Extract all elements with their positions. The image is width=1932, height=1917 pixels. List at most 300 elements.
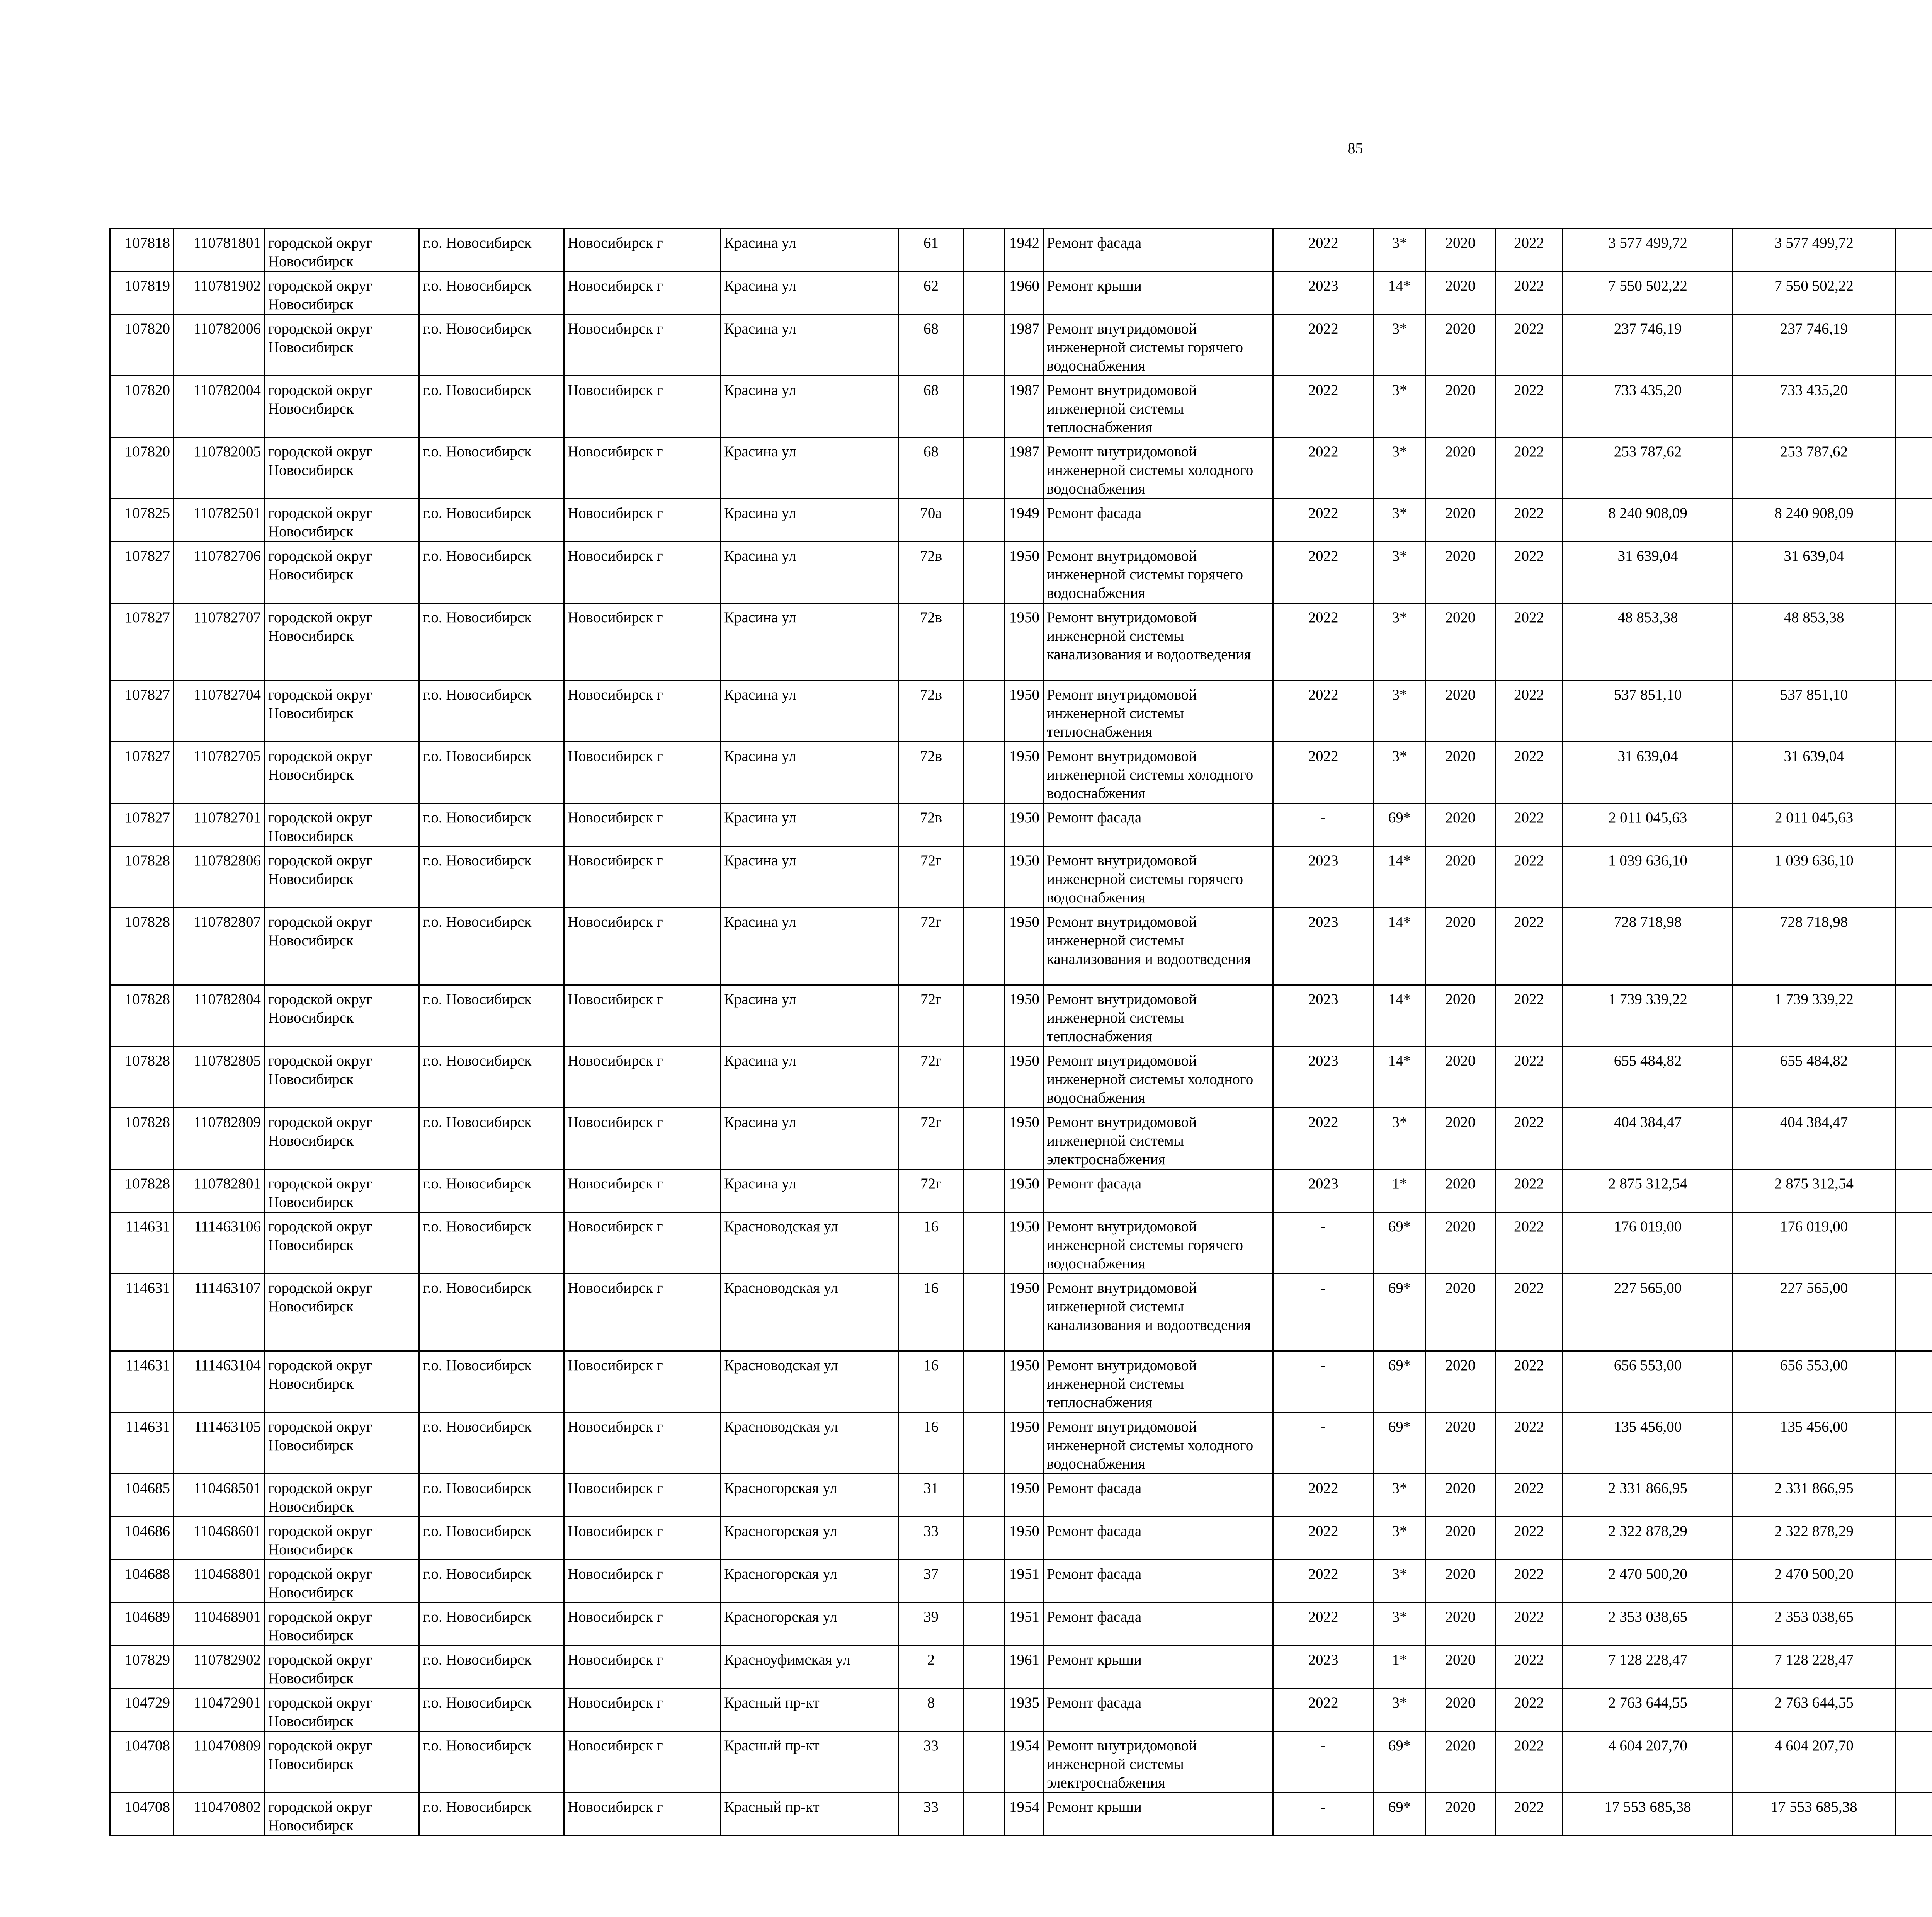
cell-work-id: 110782501 — [174, 499, 265, 542]
cell-municipality: городской округ Новосибирск — [265, 1517, 419, 1560]
cell-fund-cost: 2 353 038,65 — [1733, 1603, 1895, 1646]
cell-work-type: Ремонт внутридомовой инженерной системы холодного водоснабжения — [1043, 438, 1273, 499]
cell-street: Красноводская ул — [721, 1413, 898, 1474]
cell-house-id: 107827 — [110, 804, 174, 846]
cell-fund-cost: 176 019,00 — [1733, 1212, 1895, 1274]
cell-street: Красина ул — [721, 376, 898, 438]
cell-work-id: 110468501 — [174, 1474, 265, 1517]
cell-work-id: 110472901 — [174, 1689, 265, 1731]
cell-street: Красина ул — [721, 1170, 898, 1212]
cell-house-id: 114631 — [110, 1413, 174, 1474]
cell-house-id: 114631 — [110, 1274, 174, 1351]
cell-start-year: 2020 — [1426, 1274, 1495, 1351]
cell-fund-cost: 135 456,00 — [1733, 1413, 1895, 1474]
cell-district: г.о. Новосибирск — [419, 1646, 564, 1689]
cell-budget-federal — [1895, 1108, 1932, 1170]
cell-district: г.о. Новосибирск — [419, 1351, 564, 1413]
table-row — [110, 908, 1932, 985]
cell-reason-code: 14* — [1374, 985, 1426, 1047]
cell-street: Красноводская ул — [721, 1351, 898, 1413]
cell-total-cost: 135 456,00 — [1563, 1413, 1733, 1474]
cell-district: г.о. Новосибирск — [419, 376, 564, 438]
table-row — [110, 742, 1932, 804]
cell-total-cost: 2 353 038,65 — [1563, 1603, 1733, 1646]
cell-work-type: Ремонт фасада — [1043, 229, 1273, 272]
cell-fund-cost: 3 577 499,72 — [1733, 229, 1895, 272]
cell-build-year: 1950 — [1005, 1108, 1043, 1170]
cell-district: г.о. Новосибирск — [419, 742, 564, 804]
cell-locality: Новосибирск г — [564, 1603, 721, 1646]
cell-total-cost: 31 639,04 — [1563, 742, 1733, 804]
cell-district: г.о. Новосибирск — [419, 908, 564, 985]
cell-district: г.о. Новосибирск — [419, 438, 564, 499]
cell-street: Красина ул — [721, 681, 898, 742]
cell-street: Красный пр-кт — [721, 1689, 898, 1731]
cell-fund-cost: 4 604 207,70 — [1733, 1731, 1895, 1793]
cell-fund-cost: 537 851,10 — [1733, 681, 1895, 742]
cell-locality: Новосибирск г — [564, 1108, 721, 1170]
table-row — [110, 1603, 1932, 1646]
cell-end-year: 2022 — [1495, 315, 1563, 376]
cell-street: Красина ул — [721, 272, 898, 315]
cell-plan-year: 2023 — [1273, 1047, 1374, 1108]
table-row — [110, 1560, 1932, 1603]
cell-end-year: 2022 — [1495, 1274, 1563, 1351]
cell-build-year: 1950 — [1005, 1274, 1043, 1351]
cell-total-cost: 733 435,20 — [1563, 376, 1733, 438]
cell-end-year: 2022 — [1495, 272, 1563, 315]
cell-build-year: 1950 — [1005, 804, 1043, 846]
cell-building — [964, 681, 1005, 742]
cell-start-year: 2020 — [1426, 1731, 1495, 1793]
table-row — [110, 846, 1932, 908]
repair-program-table — [109, 228, 1932, 1836]
cell-district: г.о. Новосибирск — [419, 1731, 564, 1793]
cell-build-year: 1954 — [1005, 1793, 1043, 1836]
cell-fund-cost: 7 550 502,22 — [1733, 272, 1895, 315]
cell-start-year: 2020 — [1426, 1646, 1495, 1689]
cell-work-type: Ремонт внутридомовой инженерной системы канализования и водоотведения — [1043, 908, 1273, 985]
cell-municipality: городской округ Новосибирск — [265, 315, 419, 376]
table-row — [110, 1413, 1932, 1474]
cell-total-cost: 17 553 685,38 — [1563, 1793, 1733, 1836]
cell-end-year: 2022 — [1495, 1047, 1563, 1108]
cell-work-id: 110782807 — [174, 908, 265, 985]
cell-end-year: 2022 — [1495, 499, 1563, 542]
cell-reason-code: 3* — [1374, 229, 1426, 272]
cell-end-year: 2022 — [1495, 1603, 1563, 1646]
cell-reason-code: 1* — [1374, 1170, 1426, 1212]
cell-start-year: 2020 — [1426, 376, 1495, 438]
cell-fund-cost: 31 639,04 — [1733, 742, 1895, 804]
cell-street: Красноводская ул — [721, 1274, 898, 1351]
cell-total-cost: 537 851,10 — [1563, 681, 1733, 742]
cell-work-type: Ремонт фасада — [1043, 1689, 1273, 1731]
cell-start-year: 2020 — [1426, 846, 1495, 908]
cell-total-cost: 2 875 312,54 — [1563, 1170, 1733, 1212]
table-row — [110, 272, 1932, 315]
cell-work-type: Ремонт фасада — [1043, 804, 1273, 846]
cell-budget-federal — [1895, 229, 1932, 272]
cell-street: Красина ул — [721, 229, 898, 272]
cell-total-cost: 4 604 207,70 — [1563, 1731, 1733, 1793]
cell-district: г.о. Новосибирск — [419, 1517, 564, 1560]
cell-house-number: 33 — [898, 1793, 964, 1836]
cell-budget-federal — [1895, 1517, 1932, 1560]
cell-work-type: Ремонт внутридомовой инженерной системы электроснабжения — [1043, 1731, 1273, 1793]
cell-house-id: 104685 — [110, 1474, 174, 1517]
cell-house-id: 107828 — [110, 908, 174, 985]
cell-fund-cost: 1 039 636,10 — [1733, 846, 1895, 908]
cell-fund-cost: 655 484,82 — [1733, 1047, 1895, 1108]
cell-house-number: 72в — [898, 742, 964, 804]
cell-total-cost: 48 853,38 — [1563, 603, 1733, 681]
cell-plan-year: - — [1273, 1212, 1374, 1274]
cell-build-year: 1942 — [1005, 229, 1043, 272]
cell-work-type: Ремонт внутридомовой инженерной системы теплоснабжения — [1043, 1351, 1273, 1413]
cell-municipality: городской округ Новосибирск — [265, 376, 419, 438]
cell-house-number: 72г — [898, 985, 964, 1047]
cell-total-cost: 2 331 866,95 — [1563, 1474, 1733, 1517]
cell-locality: Новосибирск г — [564, 438, 721, 499]
cell-fund-cost: 1 739 339,22 — [1733, 985, 1895, 1047]
cell-reason-code: 69* — [1374, 1351, 1426, 1413]
cell-house-number: 70а — [898, 499, 964, 542]
cell-work-id: 110782004 — [174, 376, 265, 438]
cell-municipality: городской округ Новосибирск — [265, 846, 419, 908]
cell-municipality: городской округ Новосибирск — [265, 438, 419, 499]
cell-district: г.о. Новосибирск — [419, 1170, 564, 1212]
cell-plan-year: 2022 — [1273, 499, 1374, 542]
cell-plan-year: - — [1273, 1351, 1374, 1413]
cell-building — [964, 1517, 1005, 1560]
cell-reason-code: 69* — [1374, 1413, 1426, 1474]
cell-street: Красноуфимская ул — [721, 1646, 898, 1689]
cell-plan-year: 2022 — [1273, 1603, 1374, 1646]
cell-building — [964, 315, 1005, 376]
cell-fund-cost: 253 787,62 — [1733, 438, 1895, 499]
cell-locality: Новосибирск г — [564, 1793, 721, 1836]
cell-building — [964, 272, 1005, 315]
cell-total-cost: 176 019,00 — [1563, 1212, 1733, 1274]
cell-start-year: 2020 — [1426, 1560, 1495, 1603]
cell-end-year: 2022 — [1495, 376, 1563, 438]
cell-house-id: 107829 — [110, 1646, 174, 1689]
cell-building — [964, 908, 1005, 985]
cell-locality: Новосибирск г — [564, 742, 721, 804]
cell-start-year: 2020 — [1426, 1474, 1495, 1517]
cell-house-id: 104729 — [110, 1689, 174, 1731]
cell-building — [964, 603, 1005, 681]
cell-budget-federal — [1895, 315, 1932, 376]
cell-budget-federal — [1895, 985, 1932, 1047]
cell-building — [964, 1731, 1005, 1793]
cell-reason-code: 69* — [1374, 1212, 1426, 1274]
cell-street: Красина ул — [721, 542, 898, 603]
cell-total-cost: 1 039 636,10 — [1563, 846, 1733, 908]
cell-start-year: 2020 — [1426, 1170, 1495, 1212]
cell-reason-code: 3* — [1374, 376, 1426, 438]
table-row — [110, 603, 1932, 681]
cell-build-year: 1950 — [1005, 603, 1043, 681]
cell-house-id: 104708 — [110, 1793, 174, 1836]
cell-reason-code: 3* — [1374, 603, 1426, 681]
cell-build-year: 1954 — [1005, 1731, 1043, 1793]
cell-work-type: Ремонт внутридомовой инженерной системы горячего водоснабжения — [1043, 315, 1273, 376]
cell-municipality: городской округ Новосибирск — [265, 1689, 419, 1731]
cell-plan-year: 2023 — [1273, 1170, 1374, 1212]
cell-district: г.о. Новосибирск — [419, 1603, 564, 1646]
cell-work-type: Ремонт внутридомовой инженерной системы канализования и водоотведения — [1043, 603, 1273, 681]
cell-fund-cost: 728 718,98 — [1733, 908, 1895, 985]
cell-end-year: 2022 — [1495, 438, 1563, 499]
cell-budget-federal — [1895, 1351, 1932, 1413]
cell-start-year: 2020 — [1426, 1517, 1495, 1560]
cell-plan-year: 2023 — [1273, 908, 1374, 985]
cell-work-id: 110782006 — [174, 315, 265, 376]
cell-budget-federal — [1895, 846, 1932, 908]
table-row — [110, 1212, 1932, 1274]
cell-plan-year: - — [1273, 1731, 1374, 1793]
cell-house-id: 104689 — [110, 1603, 174, 1646]
cell-district: г.о. Новосибирск — [419, 603, 564, 681]
cell-plan-year: 2022 — [1273, 542, 1374, 603]
cell-locality: Новосибирск г — [564, 804, 721, 846]
cell-locality: Новосибирск г — [564, 1047, 721, 1108]
cell-end-year: 2022 — [1495, 1689, 1563, 1731]
cell-locality: Новосибирск г — [564, 681, 721, 742]
cell-build-year: 1987 — [1005, 376, 1043, 438]
cell-reason-code: 3* — [1374, 1108, 1426, 1170]
cell-plan-year: 2022 — [1273, 376, 1374, 438]
cell-locality: Новосибирск г — [564, 985, 721, 1047]
cell-work-id: 110470809 — [174, 1731, 265, 1793]
cell-build-year: 1950 — [1005, 1170, 1043, 1212]
cell-work-id: 110781801 — [174, 229, 265, 272]
cell-reason-code: 14* — [1374, 1047, 1426, 1108]
cell-fund-cost: 2 875 312,54 — [1733, 1170, 1895, 1212]
cell-work-type: Ремонт внутридомовой инженерной системы горячего водоснабжения — [1043, 1212, 1273, 1274]
cell-total-cost: 404 384,47 — [1563, 1108, 1733, 1170]
cell-budget-federal — [1895, 1603, 1932, 1646]
cell-district: г.о. Новосибирск — [419, 1474, 564, 1517]
cell-total-cost: 237 746,19 — [1563, 315, 1733, 376]
cell-municipality: городской округ Новосибирск — [265, 1170, 419, 1212]
cell-work-id: 111463106 — [174, 1212, 265, 1274]
table-row — [110, 804, 1932, 846]
cell-build-year: 1951 — [1005, 1560, 1043, 1603]
cell-start-year: 2020 — [1426, 1212, 1495, 1274]
cell-house-id: 107827 — [110, 603, 174, 681]
cell-locality: Новосибирск г — [564, 1646, 721, 1689]
cell-fund-cost: 237 746,19 — [1733, 315, 1895, 376]
cell-start-year: 2020 — [1426, 1047, 1495, 1108]
cell-house-id: 107820 — [110, 376, 174, 438]
cell-house-id: 107828 — [110, 1047, 174, 1108]
cell-start-year: 2020 — [1426, 499, 1495, 542]
cell-district: г.о. Новосибирск — [419, 1413, 564, 1474]
cell-end-year: 2022 — [1495, 1560, 1563, 1603]
cell-build-year: 1950 — [1005, 985, 1043, 1047]
cell-fund-cost: 2 331 866,95 — [1733, 1474, 1895, 1517]
cell-work-type: Ремонт крыши — [1043, 1793, 1273, 1836]
cell-end-year: 2022 — [1495, 1212, 1563, 1274]
cell-budget-federal — [1895, 908, 1932, 985]
cell-build-year: 1950 — [1005, 1474, 1043, 1517]
table-row — [110, 1170, 1932, 1212]
cell-building — [964, 1413, 1005, 1474]
cell-work-id: 110468601 — [174, 1517, 265, 1560]
cell-house-id: 107828 — [110, 846, 174, 908]
cell-plan-year: 2022 — [1273, 438, 1374, 499]
cell-locality: Новосибирск г — [564, 1170, 721, 1212]
cell-district: г.о. Новосибирск — [419, 1793, 564, 1836]
cell-house-number: 16 — [898, 1212, 964, 1274]
cell-house-number: 16 — [898, 1351, 964, 1413]
cell-work-id: 110470802 — [174, 1793, 265, 1836]
cell-building — [964, 985, 1005, 1047]
cell-reason-code: 1* — [1374, 1646, 1426, 1689]
cell-plan-year: - — [1273, 1413, 1374, 1474]
cell-house-number: 72г — [898, 1108, 964, 1170]
cell-locality: Новосибирск г — [564, 846, 721, 908]
cell-district: г.о. Новосибирск — [419, 1560, 564, 1603]
cell-reason-code: 3* — [1374, 542, 1426, 603]
cell-plan-year: 2022 — [1273, 1689, 1374, 1731]
cell-fund-cost: 656 553,00 — [1733, 1351, 1895, 1413]
cell-municipality: городской округ Новосибирск — [265, 681, 419, 742]
cell-fund-cost: 8 240 908,09 — [1733, 499, 1895, 542]
cell-street: Красноводская ул — [721, 1212, 898, 1274]
cell-work-type: Ремонт внутридомовой инженерной системы холодного водоснабжения — [1043, 742, 1273, 804]
cell-house-number: 37 — [898, 1560, 964, 1603]
cell-reason-code: 3* — [1374, 742, 1426, 804]
cell-build-year: 1950 — [1005, 542, 1043, 603]
cell-start-year: 2020 — [1426, 272, 1495, 315]
cell-end-year: 2022 — [1495, 742, 1563, 804]
cell-end-year: 2022 — [1495, 1793, 1563, 1836]
cell-building — [964, 229, 1005, 272]
table-row — [110, 1731, 1932, 1793]
cell-locality: Новосибирск г — [564, 1560, 721, 1603]
cell-house-id: 107820 — [110, 438, 174, 499]
cell-street: Красина ул — [721, 985, 898, 1047]
cell-house-number: 72г — [898, 1047, 964, 1108]
cell-build-year: 1950 — [1005, 1413, 1043, 1474]
cell-locality: Новосибирск г — [564, 908, 721, 985]
cell-build-year: 1950 — [1005, 1212, 1043, 1274]
page-number: 85 — [1347, 140, 1363, 157]
cell-reason-code: 3* — [1374, 1517, 1426, 1560]
cell-reason-code: 3* — [1374, 1474, 1426, 1517]
cell-fund-cost: 2 011 045,63 — [1733, 804, 1895, 846]
cell-budget-federal — [1895, 1170, 1932, 1212]
cell-total-cost: 2 322 878,29 — [1563, 1517, 1733, 1560]
cell-work-type: Ремонт внутридомовой инженерной системы теплоснабжения — [1043, 376, 1273, 438]
cell-build-year: 1950 — [1005, 1047, 1043, 1108]
cell-work-id: 111463104 — [174, 1351, 265, 1413]
cell-fund-cost: 31 639,04 — [1733, 542, 1895, 603]
cell-building — [964, 1474, 1005, 1517]
cell-start-year: 2020 — [1426, 438, 1495, 499]
cell-budget-federal — [1895, 1793, 1932, 1836]
cell-start-year: 2020 — [1426, 1603, 1495, 1646]
cell-reason-code: 3* — [1374, 1560, 1426, 1603]
cell-work-id: 111463107 — [174, 1274, 265, 1351]
cell-house-id: 107819 — [110, 272, 174, 315]
cell-work-id: 110782801 — [174, 1170, 265, 1212]
cell-work-type: Ремонт внутридомовой инженерной системы теплоснабжения — [1043, 681, 1273, 742]
cell-house-id: 114631 — [110, 1212, 174, 1274]
cell-plan-year: 2023 — [1273, 846, 1374, 908]
cell-work-type: Ремонт внутридомовой инженерной системы холодного водоснабжения — [1043, 1047, 1273, 1108]
cell-build-year: 1950 — [1005, 1517, 1043, 1560]
cell-street: Красина ул — [721, 846, 898, 908]
cell-end-year: 2022 — [1495, 1474, 1563, 1517]
cell-start-year: 2020 — [1426, 908, 1495, 985]
cell-build-year: 1949 — [1005, 499, 1043, 542]
cell-building — [964, 1212, 1005, 1274]
cell-house-id: 107828 — [110, 1108, 174, 1170]
table-row — [110, 229, 1932, 272]
cell-building — [964, 1170, 1005, 1212]
cell-total-cost: 7 550 502,22 — [1563, 272, 1733, 315]
cell-district: г.о. Новосибирск — [419, 1689, 564, 1731]
cell-work-id: 110782706 — [174, 542, 265, 603]
cell-start-year: 2020 — [1426, 1108, 1495, 1170]
cell-reason-code: 14* — [1374, 908, 1426, 985]
cell-budget-federal — [1895, 499, 1932, 542]
cell-house-number: 68 — [898, 376, 964, 438]
cell-budget-federal — [1895, 1274, 1932, 1351]
cell-reason-code: 69* — [1374, 1793, 1426, 1836]
cell-house-number: 2 — [898, 1646, 964, 1689]
cell-house-number: 39 — [898, 1603, 964, 1646]
cell-work-type: Ремонт фасада — [1043, 1560, 1273, 1603]
cell-total-cost: 655 484,82 — [1563, 1047, 1733, 1108]
cell-locality: Новосибирск г — [564, 1517, 721, 1560]
cell-budget-federal — [1895, 681, 1932, 742]
cell-building — [964, 499, 1005, 542]
cell-municipality: городской округ Новосибирск — [265, 272, 419, 315]
cell-plan-year: 2022 — [1273, 1560, 1374, 1603]
table-row — [110, 1108, 1932, 1170]
cell-municipality: городской округ Новосибирск — [265, 499, 419, 542]
cell-work-id: 110782804 — [174, 985, 265, 1047]
cell-start-year: 2020 — [1426, 603, 1495, 681]
cell-plan-year: 2023 — [1273, 272, 1374, 315]
cell-municipality: городской округ Новосибирск — [265, 1413, 419, 1474]
cell-district: г.о. Новосибирск — [419, 846, 564, 908]
cell-locality: Новосибирск г — [564, 376, 721, 438]
table-row — [110, 985, 1932, 1047]
cell-total-cost: 8 240 908,09 — [1563, 499, 1733, 542]
cell-end-year: 2022 — [1495, 681, 1563, 742]
cell-district: г.о. Новосибирск — [419, 1212, 564, 1274]
cell-house-id: 104708 — [110, 1731, 174, 1793]
cell-fund-cost: 227 565,00 — [1733, 1274, 1895, 1351]
cell-budget-federal — [1895, 1689, 1932, 1731]
cell-build-year: 1950 — [1005, 681, 1043, 742]
cell-locality: Новосибирск г — [564, 542, 721, 603]
cell-total-cost: 2 763 644,55 — [1563, 1689, 1733, 1731]
cell-house-id: 107828 — [110, 1170, 174, 1212]
cell-end-year: 2022 — [1495, 1517, 1563, 1560]
cell-locality: Новосибирск г — [564, 1413, 721, 1474]
cell-municipality: городской округ Новосибирск — [265, 1047, 419, 1108]
cell-district: г.о. Новосибирск — [419, 315, 564, 376]
cell-work-id: 110782806 — [174, 846, 265, 908]
